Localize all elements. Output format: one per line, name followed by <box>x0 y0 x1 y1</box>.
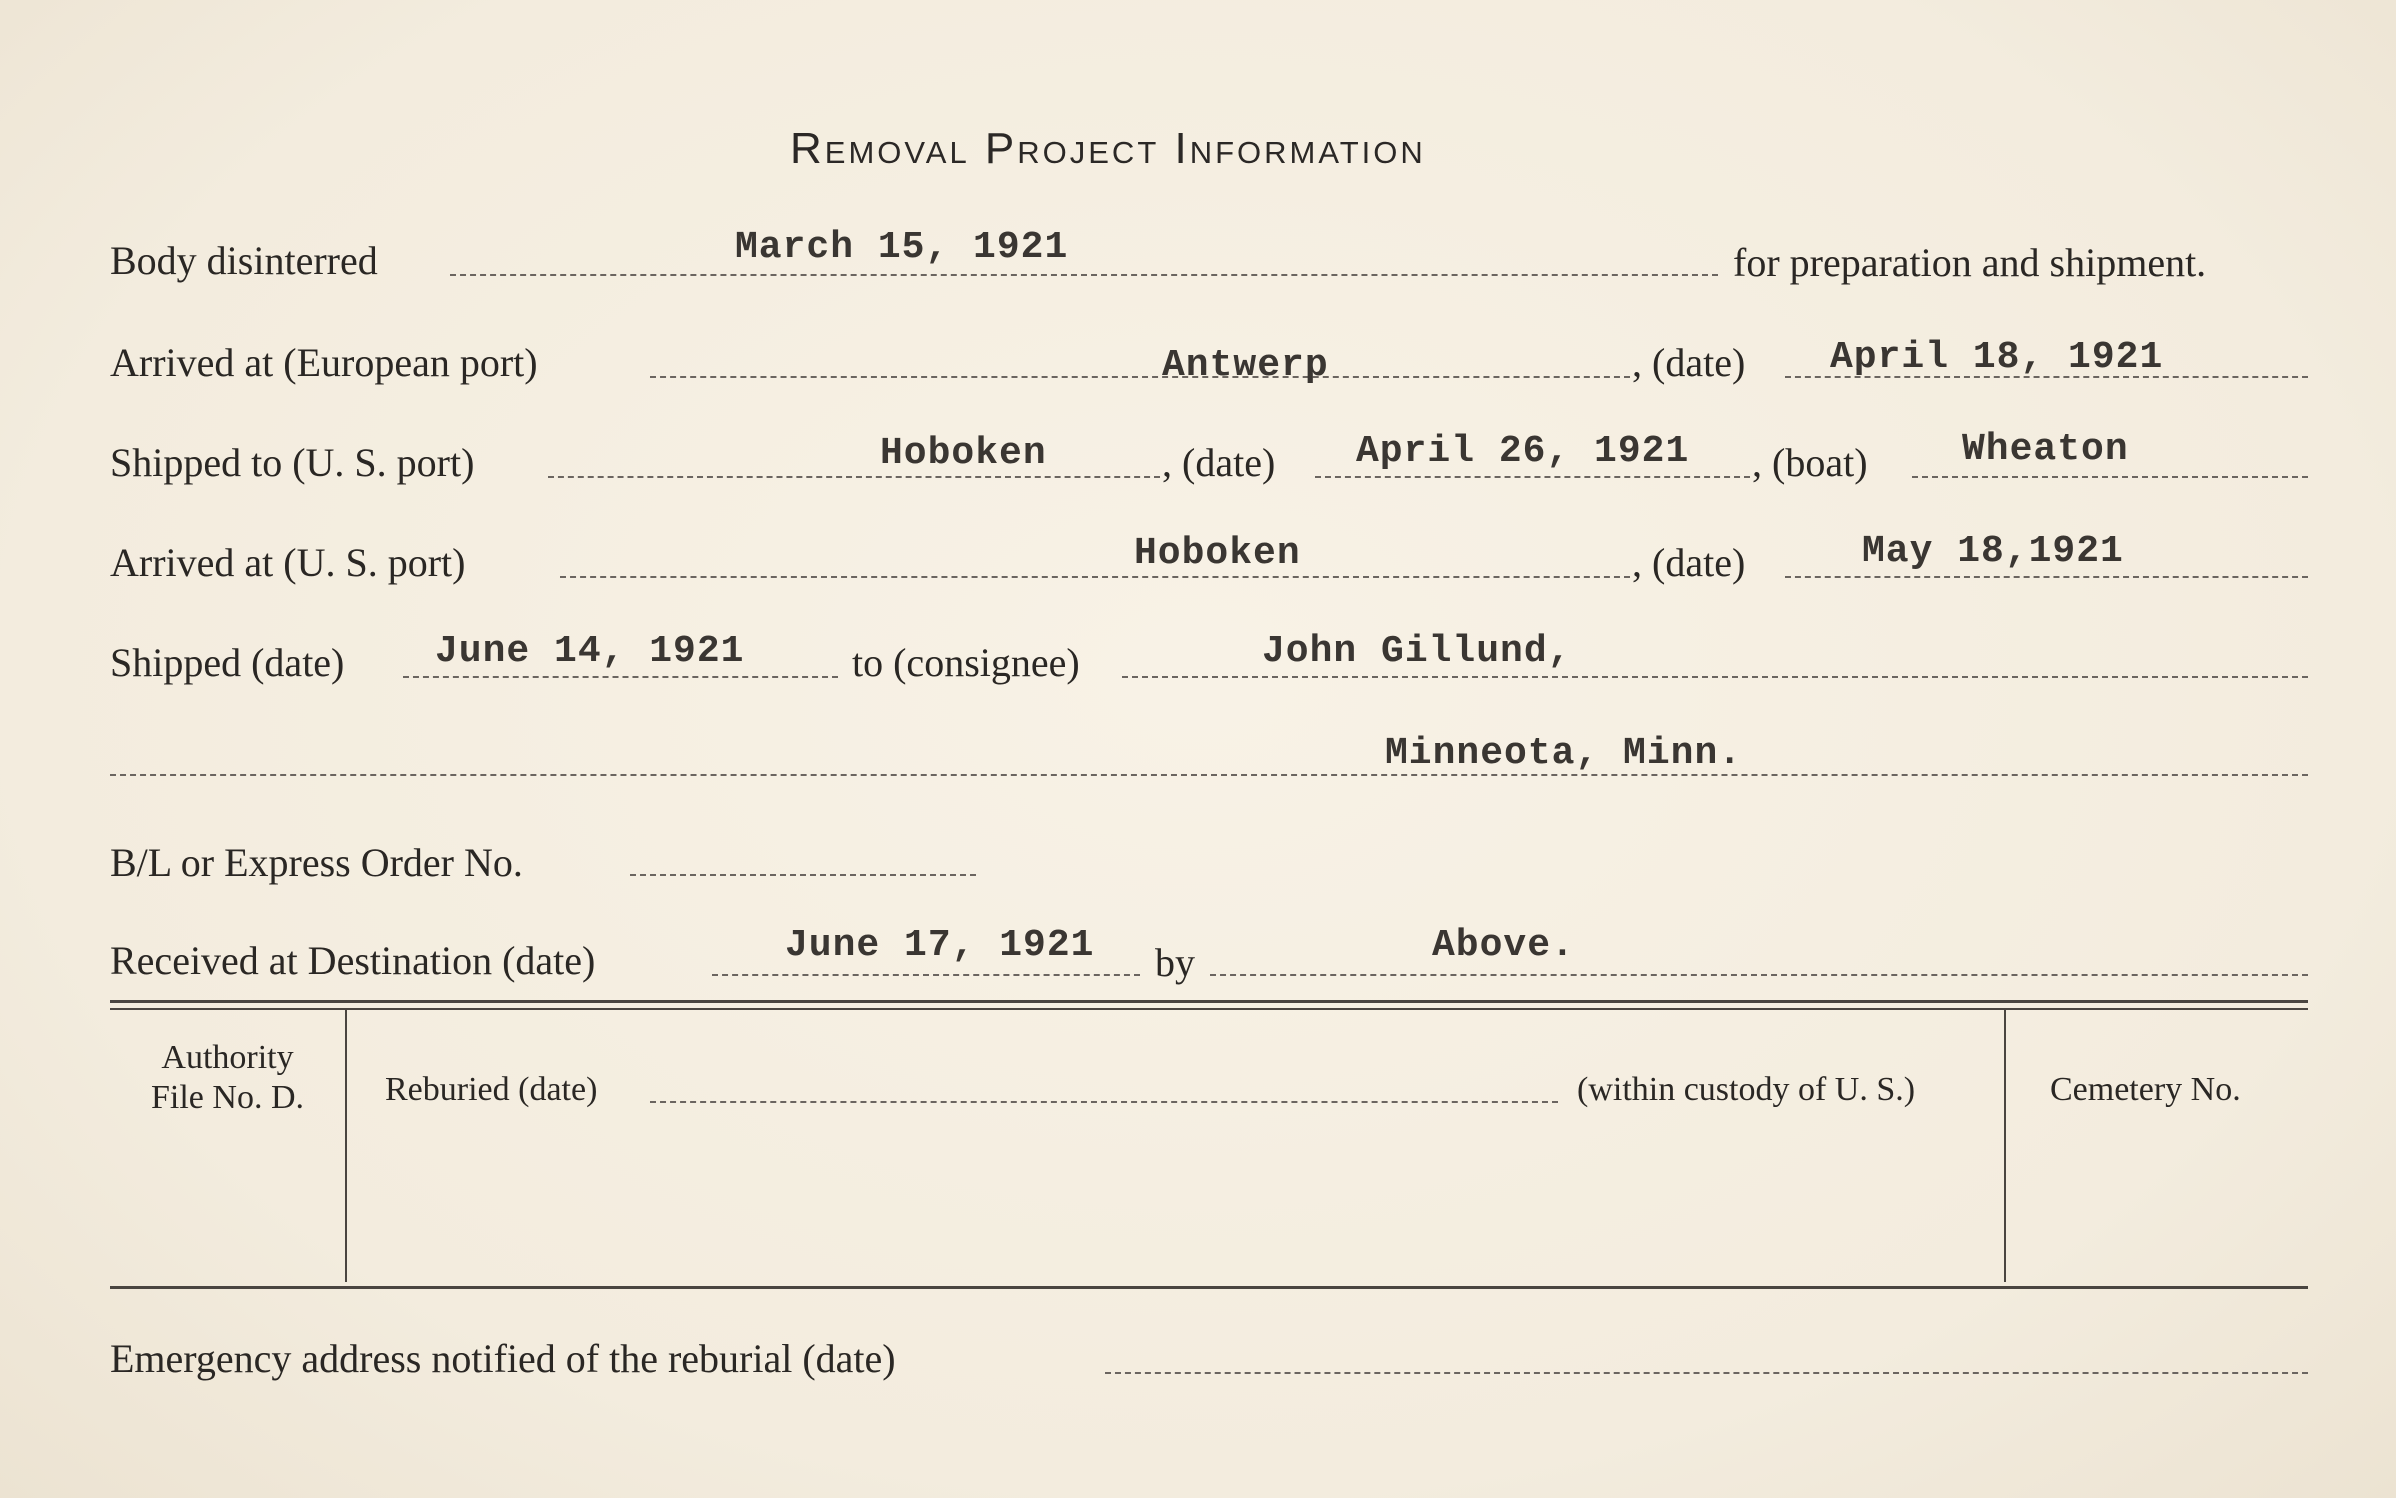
shipped-to-us-value: Hoboken <box>880 432 1047 475</box>
arrived-us-date-line <box>1785 576 2308 578</box>
table-divider-left <box>345 1010 347 1282</box>
authority-label-line1: Authority <box>161 1039 294 1076</box>
custody-label: (within custody of U. S.) <box>1577 1071 1916 1108</box>
body-disinterred-line <box>450 274 1718 276</box>
address-value: Minneota, Minn. <box>1385 732 1743 775</box>
emergency-line <box>1105 1372 2308 1374</box>
arrived-european-line <box>650 376 1630 378</box>
shipped-date-value: June 14, 1921 <box>435 630 745 673</box>
received-by-label: by <box>1155 940 1195 985</box>
shipped-to-us-line <box>548 476 1160 478</box>
shipped-to-us-label: Shipped to (U. S. port) <box>110 440 475 485</box>
arrived-european-value: Antwerp <box>1162 344 1329 387</box>
arrived-us-date-label: , (date) <box>1632 540 1746 585</box>
shipped-to-us-boat-value: Wheaton <box>1962 428 2129 471</box>
shipped-to-us-boat-line <box>1912 476 2308 478</box>
consignee-label: to (consignee) <box>852 640 1080 685</box>
shipped-date-label: Shipped (date) <box>110 640 345 685</box>
arrived-us-date-value: May 18,1921 <box>1862 530 2124 573</box>
shipped-date-line <box>403 676 838 678</box>
table-top-rule <box>110 1000 2308 1003</box>
arrived-us-label: Arrived at (U. S. port) <box>110 540 466 585</box>
table-divider-right <box>2004 1010 2006 1282</box>
address-line <box>110 774 2308 776</box>
authority-label-line2: File No. D. <box>151 1079 304 1116</box>
reburied-line <box>650 1101 1558 1103</box>
authority-label <box>110 1038 345 1118</box>
cemetery-label: Cemetery No. <box>2050 1071 2241 1108</box>
received-by-value: Above. <box>1432 924 1575 967</box>
shipped-to-us-date-value: April 26, 1921 <box>1356 430 1690 473</box>
arrived-european-date-label: , (date) <box>1632 340 1746 385</box>
consignee-line <box>1122 676 2308 678</box>
consignee-value: John Gillund, <box>1262 630 1572 673</box>
received-value: June 17, 1921 <box>785 924 1095 967</box>
emergency-label: Emergency address notified of the reburial (date) <box>110 1336 896 1381</box>
bl-order-label: B/L or Express Order No. <box>110 840 523 885</box>
arrived-us-value: Hoboken <box>1134 532 1301 575</box>
arrived-european-date-value: April 18, 1921 <box>1830 336 2164 379</box>
card-title: Removal Project Information <box>790 124 1426 173</box>
body-disinterred-suffix: for preparation and shipment. <box>1733 240 2207 285</box>
table-bottom-rule <box>110 1286 2308 1289</box>
received-line <box>712 974 1140 976</box>
received-label: Received at Destination (date) <box>110 938 596 983</box>
arrived-european-label: Arrived at (European port) <box>110 340 538 385</box>
shipped-to-us-date-line <box>1315 476 1750 478</box>
received-by-line <box>1210 974 2308 976</box>
body-disinterred-value: March 15, 1921 <box>735 226 1069 269</box>
table-top-rule-inner <box>110 1008 2308 1010</box>
shipped-to-us-date-label: , (date) <box>1162 440 1276 485</box>
body-disinterred-label: Body disinterred <box>110 238 378 283</box>
shipped-to-us-boat-label: , (boat) <box>1752 440 1868 485</box>
bl-order-line <box>630 874 976 876</box>
arrived-us-line <box>560 576 1630 578</box>
reburied-label: Reburied (date) <box>385 1071 598 1108</box>
